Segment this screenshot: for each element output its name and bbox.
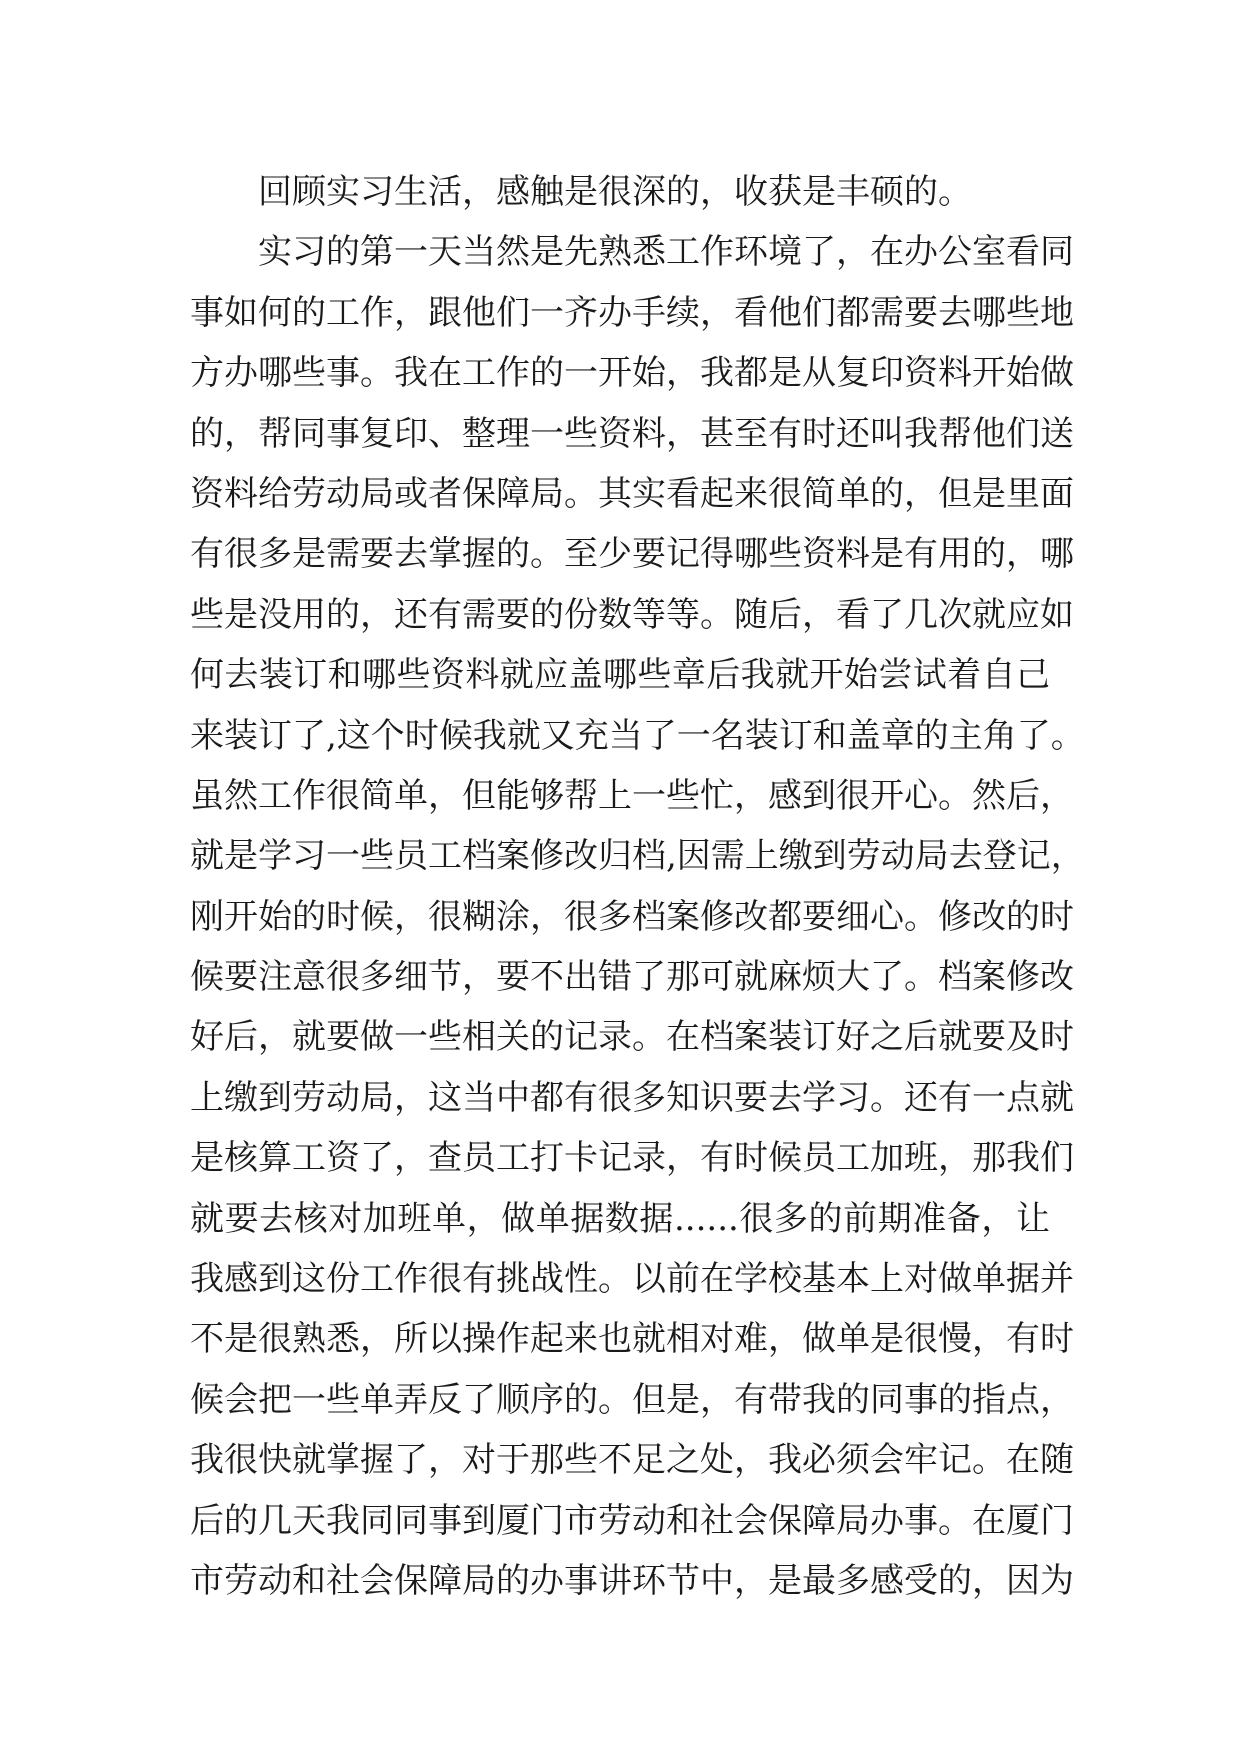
paragraph-2-line: 些是没用的，还有需要的份数等等。随后，看了几次就应如 — [190, 594, 1074, 635]
paragraph-2-line: 实习的第一天当然是先熟悉工作环境了，在办公室看同 — [258, 232, 1074, 273]
body-text — [190, 162, 1085, 1611]
paragraph-2-line: 事如何的工作，跟他们一齐办手续，看他们都需要去哪些地 — [190, 292, 1074, 333]
paragraph-2-line: 刚开始的时候，很糊涂，很多档案修改都要细心。修改的时 — [190, 896, 1074, 937]
paragraph-2-line: 资料给劳动局或者保障局。其实看起来很简单的，但是里面 — [190, 473, 1074, 514]
paragraph-2-line: 好后，就要做一些相关的记录。在档案装订好之后就要及时 — [190, 1017, 1074, 1058]
paragraph-2-line: 我很快就掌握了，对于那些不足之处，我必须会牢记。在随 — [190, 1440, 1074, 1481]
paragraph-2-line: 就是学习一些员工档案修改归档,因需上缴到劳动局去登记， — [190, 836, 1085, 877]
paragraph-2-line: 我感到这份工作很有挑战性。以前在学校基本上对做单据并 — [190, 1259, 1074, 1300]
paragraph-2-line: 方办哪些事。我在工作的一开始，我都是从复印资料开始做 — [190, 353, 1074, 394]
paragraph-2-line: 后的几天我同同事到厦门市劳动和社会保障局办事。在厦门 — [190, 1500, 1074, 1541]
paragraph-2-line: 虽然工作很简单，但能够帮上一些忙，感到很开心。然后， — [190, 775, 1074, 816]
paragraph-2-line: 市劳动和社会保障局的办事讲环节中，是最多感受的，因为 — [190, 1560, 1074, 1601]
paragraph-2-line: 来装订了,这个时候我就又充当了一名装订和盖章的主角了。 — [190, 715, 1085, 756]
paragraph-2-line: 有很多是需要去掌握的。至少要记得哪些资料是有用的，哪 — [190, 534, 1074, 575]
paragraph-2-line: 上缴到劳动局，这当中都有很多知识要去学习。还有一点就 — [190, 1077, 1074, 1118]
paragraph-1-line: 回顾实习生活，感触是很深的，收获是丰硕的。 — [258, 172, 972, 212]
paragraph-2-line: 的，帮同事复印、整理一些资料，甚至有时还叫我帮他们送 — [190, 413, 1074, 454]
paragraph-2-line: 何去装订和哪些资料就应盖哪些章后我就开始尝试着自己 — [190, 655, 1050, 696]
paragraph-2-line: 就要去核对加班单，做单据数据......很多的前期准备，让 — [190, 1198, 1050, 1239]
paragraph-2-line: 候要注意很多细节，要不出错了那可就麻烦大了。档案修改 — [190, 957, 1074, 998]
paragraph-2-line: 候会把一些单弄反了顺序的。但是，有带我的同事的指点， — [190, 1379, 1074, 1420]
paragraph-2-line: 是核算工资了，查员工打卡记录，有时候员工加班，那我们 — [190, 1138, 1074, 1179]
paragraph-2-line: 不是很熟悉，所以操作起来也就相对难，做单是很慢，有时 — [190, 1319, 1074, 1360]
